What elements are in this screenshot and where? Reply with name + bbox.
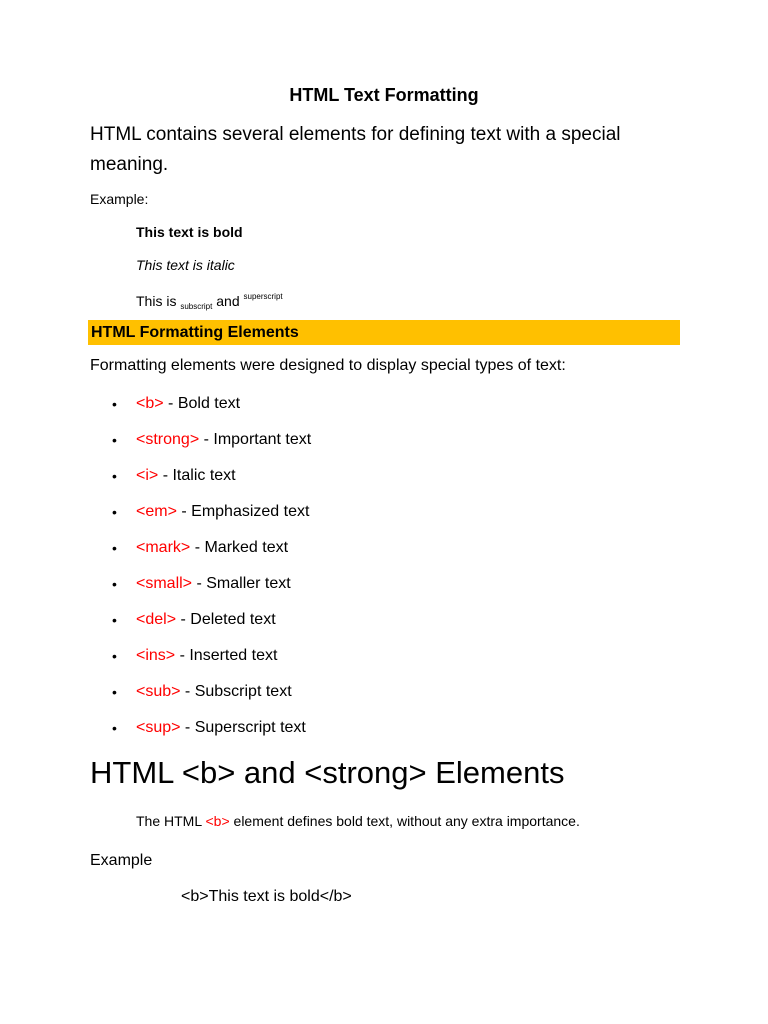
list-item	[0, 609, 600, 631]
list-item	[0, 537, 600, 559]
list-item	[0, 573, 600, 595]
page-title: HTML Text Formatting	[289, 85, 479, 105]
b-strong-heading: HTML <b> and <strong> Elements	[90, 755, 565, 790]
element-description: - Smaller text	[192, 575, 291, 592]
element-description: - Deleted text	[176, 611, 276, 628]
list-item-text	[136, 393, 240, 415]
element-tag: <i>	[136, 467, 159, 484]
sample-prefix: This is	[136, 293, 181, 309]
bullet-icon: •	[112, 468, 117, 484]
element-tag: <mark>	[136, 539, 191, 556]
list-item-text	[136, 429, 311, 451]
element-description: - Marked text	[190, 539, 289, 556]
bullet-icon: •	[112, 720, 117, 736]
list-item-text	[136, 501, 309, 523]
sample-superscript: superscript	[243, 292, 283, 301]
sample-subscript: subscript	[180, 302, 213, 311]
list-item-text	[136, 537, 288, 559]
bullet-icon: •	[112, 684, 117, 700]
element-description: - Important text	[199, 431, 312, 448]
element-tag: <sub>	[136, 683, 181, 700]
sample-bold-text: This text is bold	[136, 224, 243, 240]
list-item-text	[136, 681, 292, 703]
element-description: - Subscript text	[180, 683, 292, 700]
list-item	[0, 429, 600, 451]
element-tag: <del>	[136, 611, 177, 628]
list-item	[0, 681, 600, 703]
element-description: - Bold text	[163, 395, 241, 412]
list-item	[0, 645, 600, 667]
bullet-icon: •	[112, 432, 117, 448]
list-item-text	[136, 465, 236, 487]
sample-middle: and	[212, 293, 244, 309]
list-item-text	[136, 573, 291, 595]
bullet-icon: •	[112, 648, 117, 664]
bullet-icon: •	[112, 612, 117, 628]
list-item	[0, 393, 600, 415]
element-tag: <b>	[136, 395, 164, 412]
list-item-text	[136, 645, 277, 667]
element-tag: <small>	[136, 575, 193, 592]
list-item-text	[136, 717, 306, 739]
code-example: <b>This text is bold</b>	[181, 888, 352, 905]
b-definition-tag: <b>	[205, 813, 230, 829]
b-definition-prefix: The HTML	[136, 813, 206, 829]
element-tag: <sup>	[136, 719, 181, 736]
b-definition	[136, 812, 580, 830]
list-item	[0, 501, 600, 523]
sample-sub-sup-line	[136, 288, 283, 316]
bullet-icon: •	[112, 504, 117, 520]
element-description: - Emphasized text	[176, 503, 310, 520]
example-heading: Example	[90, 852, 153, 869]
element-tag: <strong>	[136, 431, 200, 448]
element-description: - Inserted text	[175, 647, 278, 664]
element-tag: <ins>	[136, 647, 176, 664]
element-tag: <em>	[136, 503, 177, 520]
bullet-icon: •	[112, 540, 117, 556]
element-description: - Italic text	[158, 467, 236, 484]
list-item	[0, 717, 600, 739]
example-label: Example:	[90, 191, 149, 207]
section-heading: HTML Formatting Elements	[91, 324, 299, 341]
section-heading-band	[88, 320, 680, 345]
sample-italic-text: This text is italic	[136, 257, 235, 273]
element-description: - Superscript text	[180, 719, 306, 736]
bullet-icon: •	[112, 396, 117, 412]
b-definition-suffix: element defines bold text, without any extra importance.	[229, 813, 580, 829]
list-item	[0, 465, 600, 487]
list-item-text	[136, 609, 276, 631]
intro-paragraph: HTML contains several elements for defining text with a special meaning.	[90, 124, 621, 175]
lead-paragraph: Formatting elements were designed to display special types of text:	[90, 357, 566, 374]
bullet-icon: •	[112, 576, 117, 592]
